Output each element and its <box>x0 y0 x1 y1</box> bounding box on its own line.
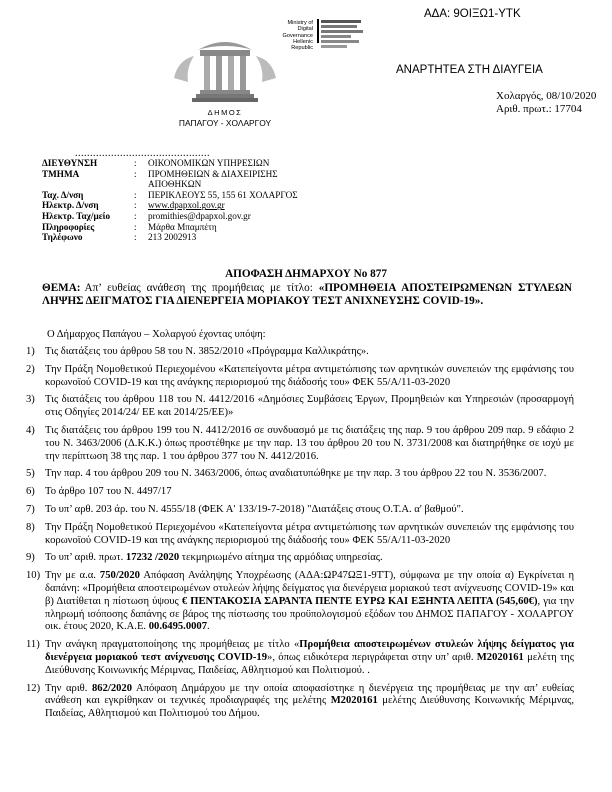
email-value: promithies@dpapxol.gov.gr <box>148 210 251 221</box>
subject-title: «ΠΡΟΜΗΘΕΙΑ ΑΠΟΣΤΕΙΡΩΜΕΝΩΝ ΣΤΥΛΕΩΝ ΛΗΨΗΣ ΔΕΙΓΜΑΤΟΣ ΓΙΑ ΔΙΕΝΕΡΓΕΙΑ ΜΟΡΙΑΚΟΥ ΤΕΣΤ ΑΝΙΧΝΕΥΣΗΣ COVID-19». <box>42 282 573 307</box>
info-colon: : <box>134 232 137 243</box>
info-value: ΠΕΡΙΚΛΕΟΥΣ 55, 155 61 ΧΟΛΑΡΓΟΣ <box>148 189 298 200</box>
protocol-number: Αριθ. πρωτ.: 17704 <box>496 103 582 115</box>
item-text-bold: M2020161 <box>476 651 524 663</box>
consideration-item <box>26 346 574 359</box>
item-text-segment: μελέτης Διεύθυνσης Κοινωνικής Μέριμνας, Παιδείας, Αθλητισμού και Πολιτισμού του Δήμου. <box>45 695 574 720</box>
publication-note: ΑΝΑΡΤΗΤΕΑ ΣΤΗ ΔΙΑΥΓΕΙΑ <box>396 64 543 76</box>
item-text-bold: Προμήθεια αποστειρωμένων στυλεών λήψης δείγματος για διενέργεια μοριακού τεστ ανίχνευσης COVID-19 <box>45 639 574 663</box>
item-text-segment: Την Πράξη Νομοθετικού Περιεχομένου «Κατεπείγοντα μέτρα αντιμετώπισης των αρνητικών συνεπειών της εμφάνισης του κορωνοϊού COVID-19 και της ανάγκης περιορισμού της διάδοσής του» ΦΕΚ 55/Α/11-03-2020 <box>45 521 574 546</box>
item-text-bold: 750/2020 <box>99 570 140 582</box>
subject-text: Απ’ ευθείας ανάθεση της προμήθειας με τίτλο: <box>84 282 313 294</box>
signature-block <box>321 19 367 50</box>
date-block <box>496 90 596 116</box>
dotted-separator: ............................................. <box>75 148 210 159</box>
info-row <box>42 232 562 243</box>
info-key: Ταχ. Δ/νση <box>42 189 84 200</box>
item-text-segment: Το υπ’ αριθ. πρωτ. <box>45 552 126 564</box>
item-text <box>45 504 574 517</box>
info-key: ΤΜΗΜΑ <box>42 168 80 179</box>
info-colon: : <box>134 158 137 168</box>
consideration-item <box>26 522 574 548</box>
item-text-segment: Την Πράξη Νομοθετικού Περιεχομένου «Κατεπείγοντα μέτρα αντιμετώπισης των αρνητικών συνεπειών της εμφάνισης του κορωνοϊού COVID-19 και της ανάγκης περιορισμού της διάδοσής του» ΦΕΚ 55/Α/11-03-2020 <box>45 363 574 388</box>
municipality-emblem <box>160 20 290 150</box>
info-value: Μάρθα Μπαμπέτη <box>148 221 217 232</box>
consideration-item <box>26 425 574 463</box>
consideration-item <box>26 683 574 721</box>
info-colon: : <box>134 168 137 179</box>
item-text-bold: € ΠΕΝΤΑΚΟΣΙΑ ΣΑΡΑΝΤΑ ΠΕΝΤΕ ΕΥΡΩ ΚΑΙ ΕΞΗΝΤΑ ΛΕΠΤΑ (545,60€) <box>181 595 538 607</box>
item-text-segment: τεκμηριωμένο αίτημα της αρμόδιας υπηρεσίας. <box>179 552 383 564</box>
item-text-segment: Απόφαση Ανάληψης Υποχρέωσης (ΑΔΑ:ΩΡ47ΩΞ1-9ΤΤ), σύμφωνα με την οποία α) Εγκρίνεται η δαπάνη: «Προμήθεια αποστειρωμένων στυλεών λήψης δείγματος για διενέργεια μοριακού τεστ ανίχνευσης COVID-19» και β) Διατίθεται η πίστωση ύψους <box>45 570 574 607</box>
item-text-segment: μελέτη της Διεύθυνσης Κοινωνικής Μέριμνας, Παιδείας, Αθλητισμού και Πολιτισμού. . <box>45 651 574 676</box>
item-text-segment: Την ανάγκη πραγματοποίησης της προμήθειας με τίτλο « <box>45 639 300 651</box>
item-number: 1) <box>26 346 35 357</box>
consideration-item <box>26 639 574 677</box>
item-text <box>45 639 574 677</box>
emblem-title: ΔΗΜΟΣ <box>207 108 243 117</box>
item-text <box>45 425 574 463</box>
decision-title: ΑΠΟΦΑΣΗ ΔΗΜΑΡΧΟΥ Nο 877 <box>225 268 387 280</box>
info-row <box>42 158 562 169</box>
subject-label: ΘΕΜΑ: <box>42 282 81 294</box>
item-text <box>45 468 574 481</box>
ada-code: ΑΔΑ: 9ΟΙΞΩ1-ΥΤΚ <box>424 8 521 20</box>
item-text <box>45 570 574 634</box>
gov-label-line: Hellenic Republic <box>291 38 313 52</box>
consideration-item <box>26 552 574 565</box>
item-text-segment: Το άρθρο 107 του Ν. 4497/17 <box>45 486 172 498</box>
item-text <box>45 522 574 548</box>
consideration-item <box>26 364 574 390</box>
item-text-bold: 00.6495.0007 <box>148 621 207 633</box>
info-row <box>42 211 562 222</box>
info-value: ΟΙΚΟΝΟΜΙΚΩΝ ΥΠΗΡΕΣΙΩΝ <box>148 158 270 168</box>
consideration-item <box>26 486 574 499</box>
consideration-item <box>26 504 574 517</box>
gov-label-line: Ministry of Digital <box>287 20 313 33</box>
info-row <box>42 169 562 190</box>
info-colon: : <box>134 200 137 211</box>
consideration-item <box>26 394 574 420</box>
info-value: 213 2002913 <box>148 232 197 243</box>
item-number: 4) <box>26 424 35 436</box>
gov-label-line: Governance <box>282 32 313 39</box>
item-number: 8) <box>26 521 35 533</box>
item-text-segment: », όπως ειδικότερα περιγράφεται στην υπ’ αριθ. <box>267 651 477 663</box>
item-text <box>45 364 574 390</box>
item-text <box>45 552 574 565</box>
office-info-table <box>42 158 562 243</box>
info-colon: : <box>134 210 137 221</box>
item-text <box>45 394 574 420</box>
item-text-segment: Τις διατάξεις του άρθρου 58 του Ν. 3852/2010 «Πρόγραμμα Καλλικράτης». <box>45 346 369 357</box>
intro-line: Ο Δήμαρχος Παπάγου – Χολαργού έχοντας υπόψη: <box>47 329 266 340</box>
info-row <box>42 200 562 211</box>
item-text-segment: Το υπ’ αρθ. 203 άρ. του Ν. 4555/18 (ΦΕΚ Α' 133/19-7-2018) "Διατάξεις στους Ο.Τ.Α. α' βαθμού". <box>45 503 464 515</box>
item-text-bold: 17232 /2020 <box>125 552 180 564</box>
item-number: 3) <box>26 394 35 406</box>
item-text-segment: . <box>207 621 210 633</box>
emblem-subtitle: ΠΑΠΑΓΟΥ - ΧΟΛΑΡΓΟΥ <box>178 118 272 128</box>
info-key: Ηλεκτρ. Δ/νση <box>42 200 99 211</box>
consideration-item <box>26 468 574 481</box>
item-number: 10) <box>26 570 41 582</box>
item-text <box>45 486 574 499</box>
item-number: 6) <box>26 486 35 498</box>
item-text-segment: Απόφαση Δημάρχου με την οποία αποφασίστηκε η διενέργεια της προμήθειας με την απ’ ευθείας ανάθεση και εγκρίθηκαν οι τεχνικές προδιαγραφές της μελέτης <box>45 682 574 707</box>
item-number: 9) <box>26 552 35 564</box>
emblem-icon <box>160 20 290 150</box>
item-number: 2) <box>26 363 35 375</box>
info-key: Ηλεκτρ. Ταχ/μείο <box>42 210 111 221</box>
item-text <box>45 683 574 721</box>
item-text-segment: , για την πληρωμή ισόποσης δαπάνης σε βάρος της πίστωσης του προϋπολογισμού εξόδων του ΔΗΜΟΣ ΠΑΠΑΓΟΥ - ΧΟΛΑΡΓΟΥ οικ. έτους 2020, Κ.Α.Ε. <box>45 595 574 633</box>
item-text-bold: M2020161 <box>330 695 378 707</box>
item-number: 12) <box>26 682 41 694</box>
item-text-segment: Την παρ. 4 του άρθρου 209 του Ν. 3463/2006, όπως αναδιατυπώθηκε με την παρ. 3 του άρθρου 22 του Ν. 3536/2007. <box>45 468 547 480</box>
considerations-list <box>26 346 574 726</box>
item-number: 11) <box>26 639 40 651</box>
item-text-bold: 862/2020 <box>91 682 133 694</box>
info-key: ΔΙΕΥΘΥΝΣΗ <box>42 158 98 168</box>
info-colon: : <box>134 189 137 200</box>
info-value: ΠΡΟΜΗΘΕΙΩΝ & ΔΙΑΧΕΙΡΙΣΗΣ ΑΠΟΘΗΚΩΝ <box>148 168 278 190</box>
item-text-segment: Την αριθ. <box>45 682 92 694</box>
info-key: Τηλέφωνο <box>42 232 83 243</box>
item-text-segment: Τις διατάξεις του άρθρου 199 του Ν. 4412/2016 σε συνδυασμό με τις διατάξεις της παρ. 9 του άρθρου 209 παρ. 9 εδάφιο 2 του Ν. 3463/2006 (Δ.Κ.Κ.) όπως προστέθηκε με την παρ. 13 του άρθρου 20 του Ν. 3731/2008 και διατηρήθηκε σε ισχύ με την περίπτωση 38 της παρ. 1 του άρθρου 377 του Ν. 4412/2016. <box>45 424 574 462</box>
website-link[interactable]: www.dpapxol.gov.gr <box>148 200 225 211</box>
item-text-segment: Την με α.α. <box>45 570 100 582</box>
info-row <box>42 222 562 233</box>
divider <box>317 19 319 43</box>
info-row <box>42 190 562 201</box>
decision-subject <box>42 282 572 308</box>
item-text-segment: Τις διατάξεις του άρθρου 118 του Ν. 4412/2016 «Δημόσιες Συμβάσεις Έργων, Προμηθειών και Υπηρεσιών (προσαρμογή στις Οδηγίες 2014/24/ ΕΕ και 2014/25/ΕΕ)» <box>45 394 574 419</box>
item-number: 5) <box>26 468 35 480</box>
info-colon: : <box>134 221 137 232</box>
item-number: 7) <box>26 503 35 515</box>
item-text <box>45 346 574 359</box>
document-date: Χολαργός, 08/10/2020 <box>496 90 597 102</box>
consideration-item <box>26 570 574 634</box>
info-key: Πληροφορίες <box>42 221 95 232</box>
